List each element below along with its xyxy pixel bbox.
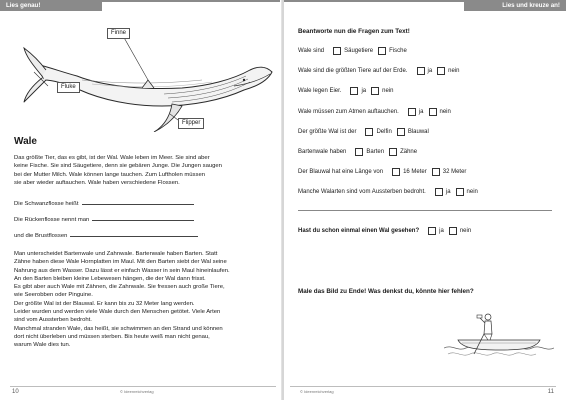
left-page [0, 0, 282, 400]
checkbox[interactable] [392, 168, 400, 176]
checkbox[interactable] [378, 47, 386, 55]
checkbox[interactable] [397, 128, 405, 136]
left-header-rule [96, 0, 280, 2]
checkbox[interactable] [435, 188, 443, 196]
right-header-tab: Lies und kreuze an! [464, 0, 566, 11]
question-text: Wale sind [298, 48, 325, 54]
text-line: Leider wurden und werden viele Wale durch den Menschen getötet. Viele Arten [14, 309, 221, 316]
page-number: 11 [547, 389, 554, 395]
text-line: Zähne haben diese Wale Hornplatten im Maul. Mit den Barten siebt der Wal seine [14, 259, 227, 266]
drawing-task: Male das Bild zu Ende! Was denkst du, könnte hier fehlen? [298, 288, 474, 295]
option-label: Zähne [400, 149, 418, 155]
option-label: nein [466, 189, 478, 195]
label-flipper: Flipper [178, 118, 204, 129]
right-header-rule [284, 0, 468, 2]
text-line: Nahrung aus dem Wasser. Dazu lässt er einfach Wasser in sein Maul hineinlaufen. [14, 267, 230, 274]
question-text: Der größte Wal ist der [298, 129, 357, 135]
text-line: An den Barten bleiben kleine Lebewesen hängen, die der Wal dann frisst. [14, 275, 206, 282]
checkbox[interactable] [449, 227, 457, 235]
label-finne: Finne [107, 28, 130, 39]
option-label: nein [439, 109, 451, 115]
boat-illustration [444, 304, 554, 359]
left-header-tab: Lies genau! [0, 0, 102, 11]
checkbox[interactable] [333, 47, 341, 55]
instruction: Beantworte nun die Fragen zum Text! [298, 28, 410, 35]
option-label: Delfin [376, 129, 392, 135]
option-label: ja [418, 109, 424, 115]
text-line: keine Fische. Sie sind Säugetiere, denn sie gebären Junge. Die Jungen saugen [14, 163, 222, 170]
option-label: 16 Meter [403, 169, 427, 175]
checkbox[interactable] [355, 148, 363, 156]
copyright: © Ideenreichverlag [300, 389, 334, 394]
question-text: Wale müssen zum Atmen auftauchen. [298, 109, 399, 115]
question-text: Der Blauwal hat eine Länge von [298, 169, 384, 175]
question-4 [298, 108, 451, 116]
question-7 [298, 168, 466, 176]
text-line: Manchmal stranden Wale, das heißt, sie schwimmen an den Strand und können [14, 325, 223, 332]
checkbox[interactable] [389, 148, 397, 156]
fill-in-finne [14, 214, 194, 223]
checkbox[interactable] [428, 227, 436, 235]
option-label: Barten [366, 149, 385, 155]
question-6 [298, 148, 417, 156]
text-line: bei der Mutter Milch. Wale können lange tauchen. Zum Luftholen müssen [14, 171, 206, 178]
question-text: Bartenwale haben [298, 149, 347, 155]
footer-rule [290, 386, 556, 387]
answer-blank[interactable] [70, 230, 198, 237]
answer-blank[interactable] [82, 198, 194, 205]
option-label: ja [445, 189, 451, 195]
checkbox[interactable] [350, 87, 358, 95]
question-text: Manche Walarten sind vom Aussterben bedroht. [298, 189, 426, 195]
answer-line [298, 210, 552, 211]
text-line: dort nicht überleben und müssen sterben. Bis heute weiß man nicht genau, [14, 333, 210, 340]
page-number: 10 [12, 389, 19, 395]
page-title: Wale [14, 136, 37, 147]
answer-blank[interactable] [92, 214, 194, 221]
fill-in-fluke [14, 198, 194, 207]
text-line: sind vom Aussterben bedroht. [14, 317, 92, 324]
checkbox[interactable] [432, 168, 440, 176]
checkbox[interactable] [417, 67, 425, 75]
text-line: wie Seerobben oder Pinguine. [14, 292, 93, 299]
checkbox[interactable] [456, 188, 464, 196]
text-line: Der größte Wal ist der Blauwal. Er kann bis zu 32 Meter lang werden. [14, 300, 195, 307]
question-text: Wale legen Eier. [298, 88, 342, 94]
question-text: Hast du schon einmal einen Wal gesehen? [298, 228, 420, 234]
main-paragraph [14, 250, 230, 350]
question-5 [298, 128, 429, 136]
label-fluke: Fluke [57, 82, 80, 93]
question-2 [298, 67, 460, 75]
question-1 [298, 47, 407, 55]
text-line: warum Wale dies tun. [14, 342, 71, 349]
footer-rule [10, 386, 276, 387]
checkbox[interactable] [371, 87, 379, 95]
option-label: Säugetiere [344, 48, 374, 54]
whale-illustration [22, 24, 282, 132]
text-line: Es gibt aber auch Wale mit Zähnen, die Zahnwale. Sie fressen auch große Tiere, [14, 284, 225, 291]
checkbox[interactable] [408, 108, 416, 116]
question-text: Wale sind die größten Tiere auf der Erde. [298, 68, 408, 74]
option-label: 32 Meter [442, 169, 467, 175]
text-line: sie aber wieder auftauchen. Wale haben verschiedene Flossen. [14, 179, 180, 186]
intro-paragraph [14, 154, 222, 187]
copyright: © Ideenreichverlag [120, 389, 154, 394]
question-seen-whale [298, 227, 471, 235]
option-label: Blauwal [407, 129, 429, 135]
checkbox[interactable] [365, 128, 373, 136]
option-label: ja [361, 88, 367, 94]
question-3 [298, 87, 393, 95]
question-8 [298, 188, 478, 196]
option-label: nein [459, 228, 472, 234]
option-label: nein [448, 68, 460, 74]
fill-in-flipper [14, 230, 198, 239]
fill-in-label: Die Schwanzflosse heißt [14, 201, 79, 207]
option-label: ja [427, 68, 433, 74]
option-label: nein [382, 88, 394, 94]
checkbox[interactable] [437, 67, 445, 75]
checkbox[interactable] [429, 108, 437, 116]
fill-in-label: Die Rückenflosse nennt man [14, 217, 90, 223]
text-line: Man unterscheidet Bartenwale und Zahnwale. Bartenwale haben Barten. Statt [14, 251, 218, 257]
text-line: Das größte Tier, das es gibt, ist der Wal. Wale leben im Meer. Sie sind aber [14, 155, 210, 161]
option-label: Fische [389, 48, 407, 54]
option-label: ja [439, 228, 444, 234]
fill-in-label: und die Brustflossen [14, 233, 68, 239]
right-page [284, 0, 566, 400]
